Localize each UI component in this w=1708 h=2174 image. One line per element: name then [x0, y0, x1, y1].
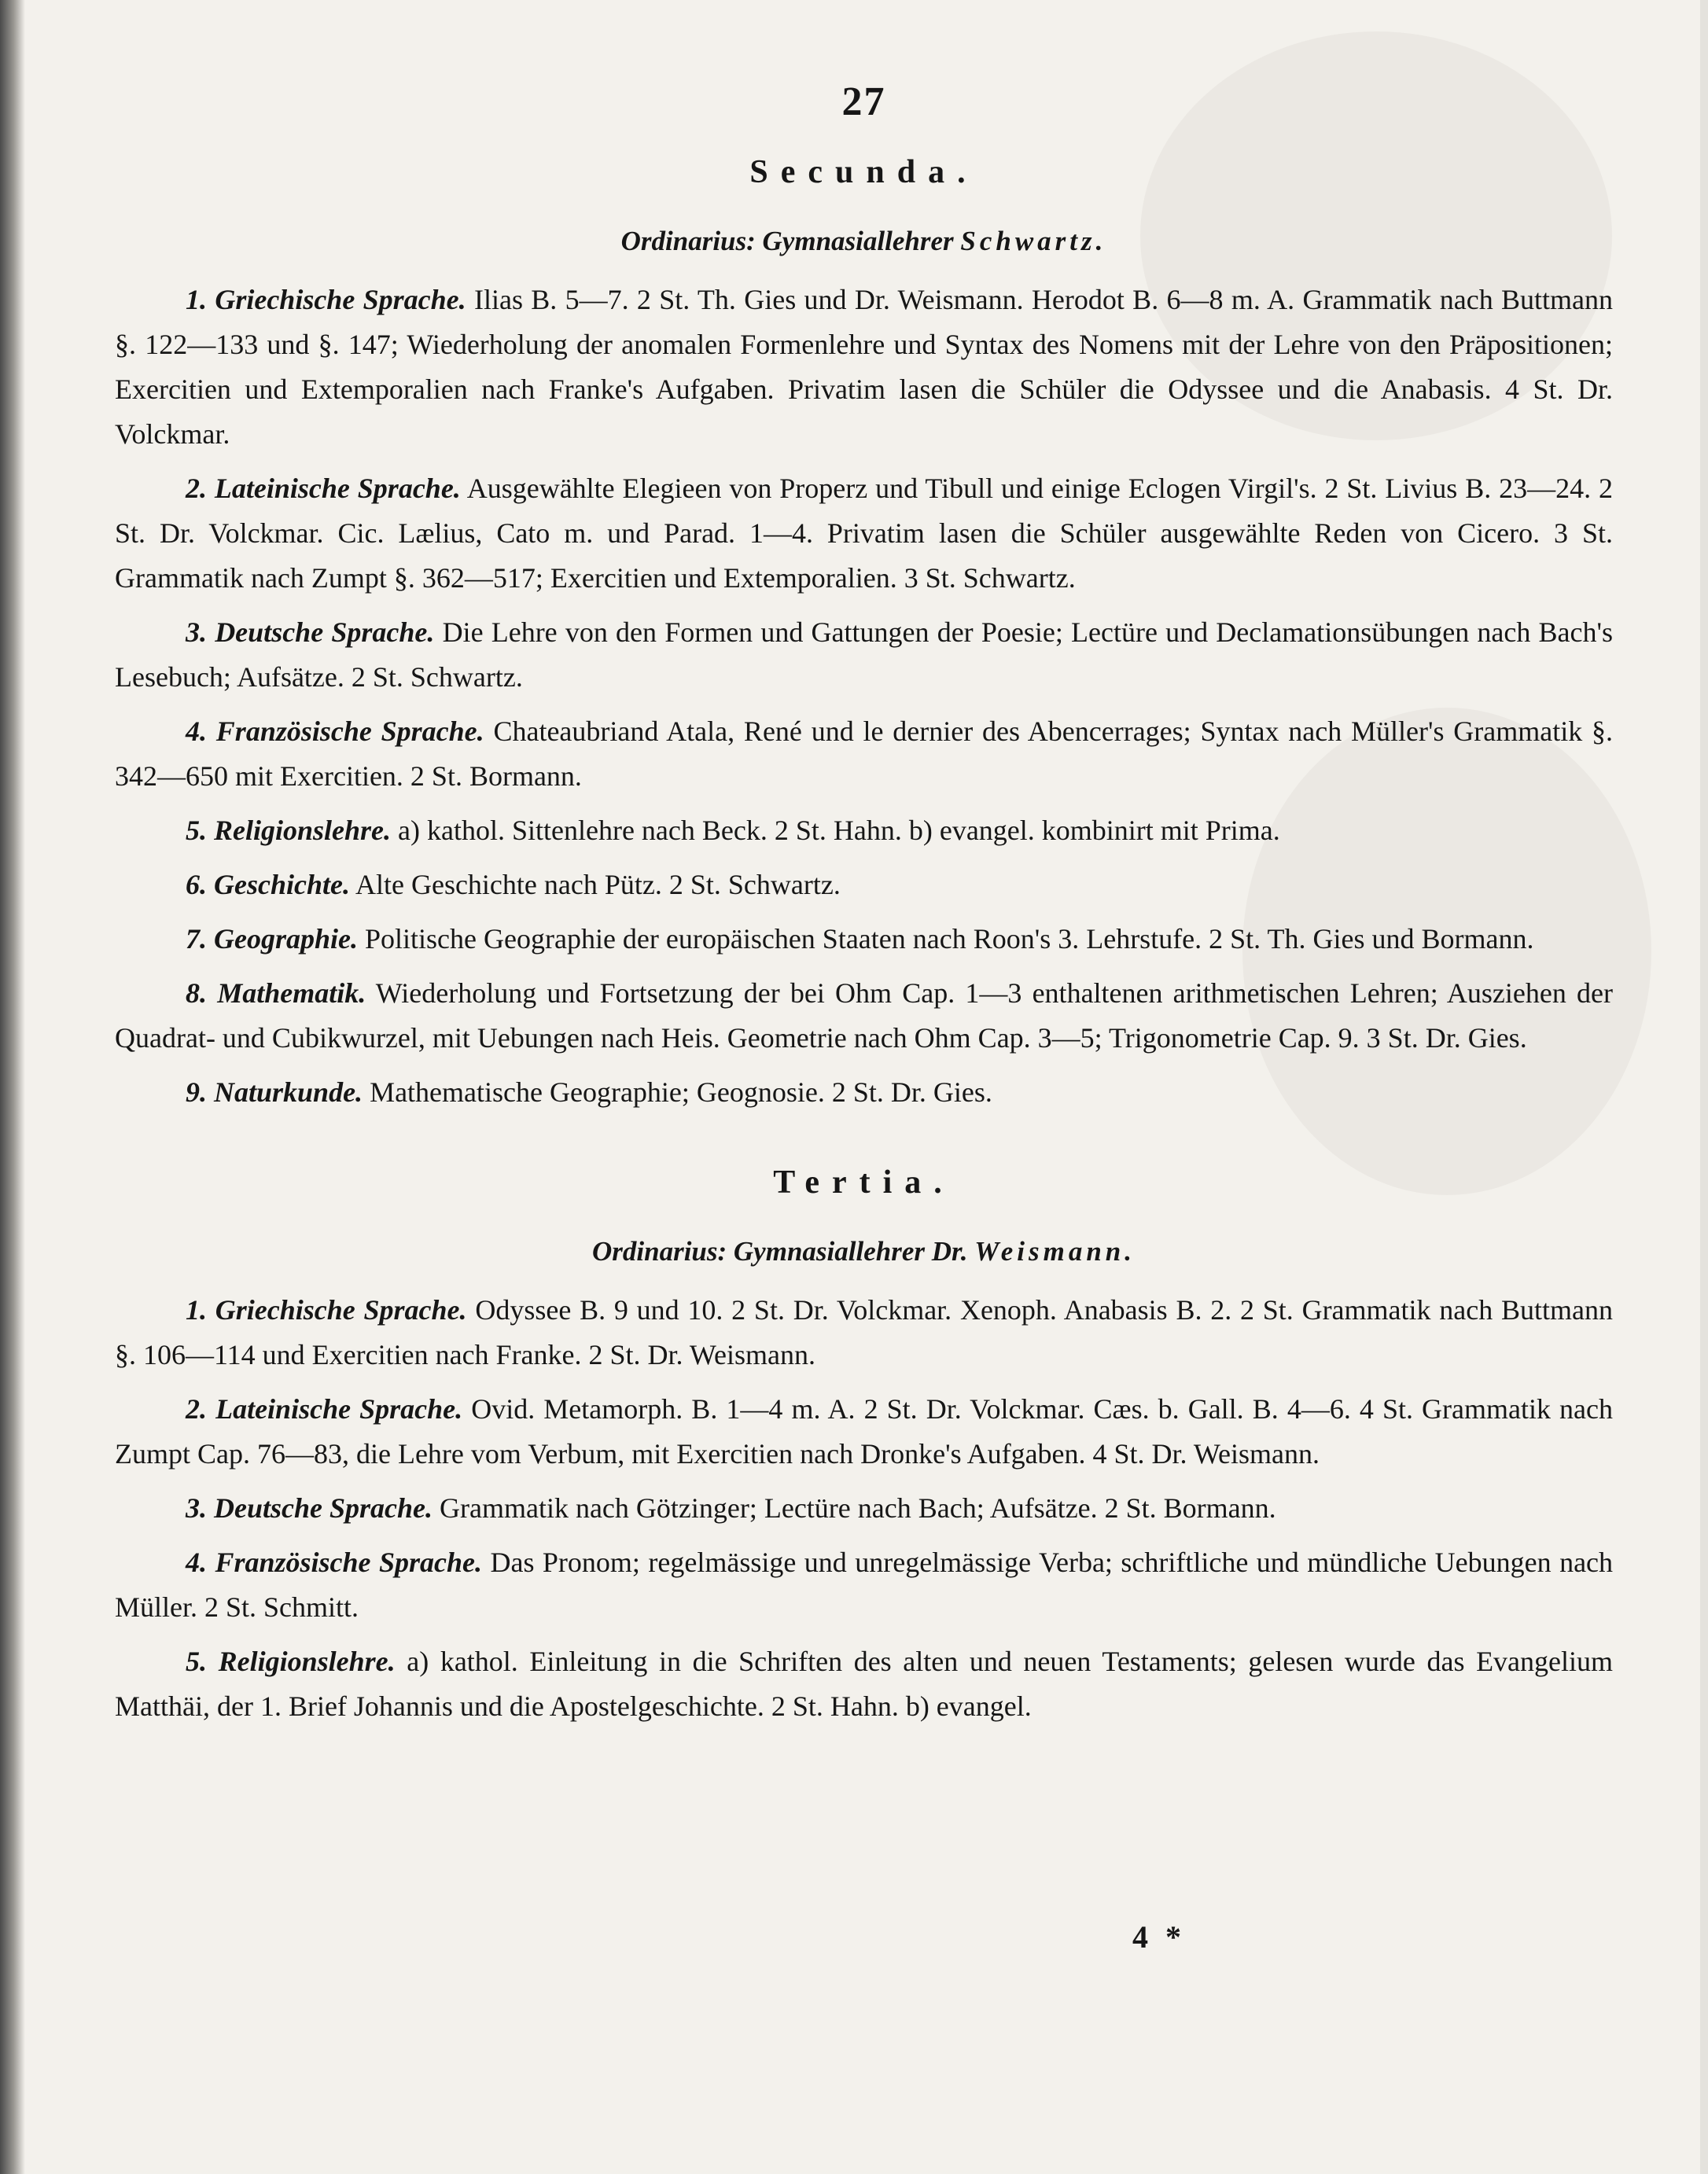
entry-text: Odyssee B. 9 und 10. 2 St. Dr. Volckmar. Xenoph. Anabasis B. 2. 2 St. Grammatik nach Buttmann §. 106—114 und Exercitien nach Franke. 2 St. Dr. Weismann.	[115, 1294, 1614, 1370]
entry-subject: Mathematik.	[217, 977, 366, 1009]
entry-text: Ausgewählte Elegieen von Properz und Tibull und einige Eclogen Virgil's. 2 St. Livius B. 23—24. 2 St. Dr. Volckmar. Cic. Lælius, Cato m. und Parad. 1—4. Privatim lasen die Schüler ausgewählte Reden von Cicero. 3 St. Grammatik nach Zumpt §. 362—517; Exercitien und Extemporalien. 3 St. Schwartz.	[115, 473, 1614, 594]
entry-text: Das Pronom; regelmässige und unregelmässige Verba; schriftliche und mündliche Uebungen nach Müller. 2 St. Schmitt.	[115, 1547, 1614, 1623]
ordinarius-line	[115, 1236, 1613, 1267]
entry-number: 9.	[186, 1076, 207, 1108]
entry-subject: Religionslehre.	[214, 815, 392, 846]
entry-text: Die Lehre von den Formen und Gattungen der Poesie; Lectüre und Declamationsübungen nach Bach's Lesebuch; Aufsätze. 2 St. Schwartz.	[115, 616, 1614, 693]
entry-subject: Deutsche Sprache.	[214, 1492, 433, 1524]
page-number: 27	[841, 79, 886, 124]
entry-subject: Geographie.	[214, 923, 358, 955]
entry-subject: Lateinische Sprache.	[215, 1393, 463, 1425]
entry-number: 1.	[186, 1294, 207, 1326]
entry-text: Alte Geschichte nach Pütz. 2 St. Schwartz.	[355, 869, 841, 900]
entry-text: Chateaubriand Atala, René und le dernier des Abencerrages; Syntax nach Müller's Grammatik §. 342—650 mit Exercitien. 2 St. Bormann.	[115, 715, 1614, 792]
signature-mark: 4 *	[1132, 1919, 1186, 1955]
section-title: Tertia.	[773, 1164, 955, 1201]
entry-subject: Geschichte.	[214, 869, 350, 900]
course-entry	[115, 917, 1613, 962]
course-entry	[115, 1288, 1613, 1378]
entry-text: a) kathol. Sittenlehre nach Beck. 2 St. Hahn. b) evangel. kombinirt mit Prima.	[398, 815, 1280, 846]
entry-subject: Religionslehre.	[218, 1646, 396, 1677]
entry-number: 4.	[186, 715, 207, 747]
entry-number: 4.	[186, 1547, 207, 1578]
course-entry	[115, 1639, 1613, 1729]
page-content	[115, 79, 1613, 1738]
section-secunda	[115, 153, 1613, 1115]
entry-text: Mathematische Geographie; Geognosie. 2 St. Dr. Gies.	[370, 1076, 992, 1108]
entry-text: Ovid. Metamorph. B. 1—4 m. A. 2 St. Dr. Volckmar. Cæs. b. Gall. B. 4—6. 4 St. Grammatik nach Zumpt Cap. 76—83, die Lehre vom Verbum, mit Exercitien nach Dronke's Aufgaben. 4 St. Dr. Weismann.	[115, 1393, 1614, 1470]
ordinarius-prefix: Ordinarius: Gymnasiallehrer	[620, 226, 954, 256]
course-entry	[115, 971, 1613, 1061]
entry-number: 6.	[186, 869, 207, 900]
course-entry	[115, 610, 1613, 700]
entry-subject: Französische Sprache.	[215, 715, 484, 747]
entry-subject: Französische Sprache.	[215, 1547, 482, 1578]
entry-text: Grammatik nach Götzinger; Lectüre nach Bach; Aufsätze. 2 St. Bormann.	[440, 1492, 1276, 1524]
book-spine-shadow	[0, 0, 25, 2174]
entry-number: 2.	[186, 1393, 207, 1425]
course-entry	[115, 863, 1613, 907]
entry-number: 2.	[186, 473, 207, 504]
entry-text: Politische Geographie der europäischen Staaten nach Roon's 3. Lehrstufe. 2 St. Th. Gies und Bormann.	[365, 923, 1534, 955]
ordinarius-prefix: Ordinarius: Gymnasiallehrer Dr.	[591, 1236, 968, 1267]
entry-subject: Lateinische Sprache.	[214, 473, 461, 504]
entry-number: 3.	[186, 616, 207, 648]
ordinarius-line	[115, 226, 1613, 257]
ordinarius-name: Weismann.	[974, 1236, 1136, 1267]
course-entry	[115, 1070, 1613, 1115]
entry-number: 5.	[186, 815, 207, 846]
entry-text: Ilias B. 5—7. 2 St. Th. Gies und Dr. Weismann. Herodot B. 6—8 m. A. Grammatik nach Buttmann §. 122—133 und §. 147; Wiederholung der anomalen Formenlehre und Syntax des Nomens mit der Lehre von den Präpositionen; Exercitien und Extemporalien nach Franke's Aufgaben. Privatim lasen die Schüler die Odyssee und die Anabasis. 4 St. Dr. Volckmar.	[115, 284, 1614, 450]
course-entry	[115, 466, 1613, 601]
course-entry	[115, 709, 1613, 799]
entry-number: 5.	[186, 1646, 207, 1677]
entry-subject: Naturkunde.	[214, 1076, 363, 1108]
section-title: Secunda.	[749, 154, 978, 190]
entry-subject: Griechische Sprache.	[215, 1294, 467, 1326]
entry-subject: Deutsche Sprache.	[215, 616, 435, 648]
entry-subject: Griechische Sprache.	[215, 284, 466, 315]
course-entry	[115, 808, 1613, 853]
course-entry	[115, 1387, 1613, 1477]
section-tertia	[115, 1164, 1613, 1729]
course-entry	[115, 278, 1613, 457]
course-entry	[115, 1486, 1613, 1531]
entry-number: 8.	[186, 977, 207, 1009]
entry-number: 1.	[186, 284, 207, 315]
section-spacer	[115, 1124, 1613, 1164]
entry-text: a) kathol. Einleitung in die Schriften des alten und neuen Testaments; gelesen wurde das Evangelium Matthäi, der 1. Brief Johannis und die Apostelgeschichte. 2 St. Hahn. b) evangel.	[115, 1646, 1614, 1722]
course-entry	[115, 1540, 1613, 1630]
entry-number: 3.	[186, 1492, 207, 1524]
entry-text: Wiederholung und Fortsetzung der bei Ohm Cap. 1—3 enthaltenen arithmetischen Lehren; Ausziehen der Quadrat- und Cubikwurzel, mit Uebungen nach Heis. Geometrie nach Ohm Cap. 3—5; Trigonometrie Cap. 9. 3 St. Dr. Gies.	[115, 977, 1614, 1054]
entry-number: 7.	[186, 923, 207, 955]
ordinarius-name: Schwartz.	[960, 226, 1107, 256]
